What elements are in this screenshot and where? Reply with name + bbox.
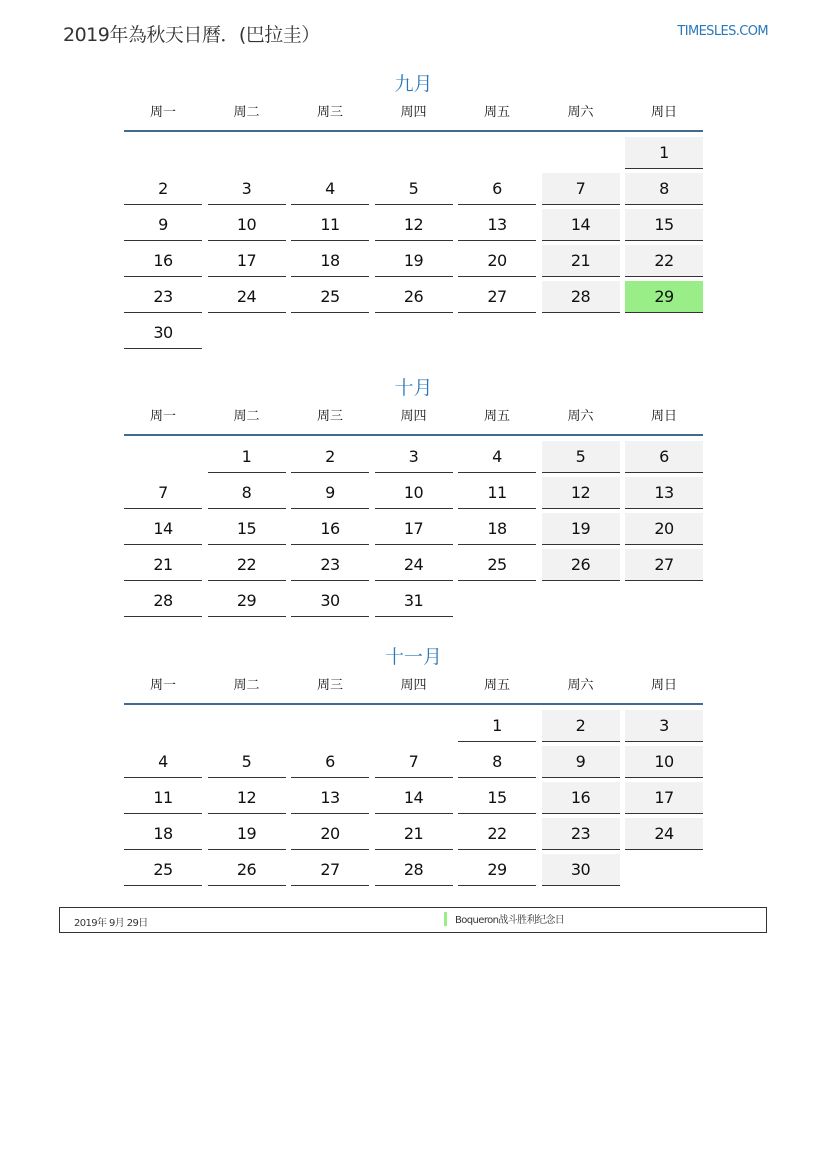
day-cell: 22 [208, 549, 286, 581]
day-cell: 7 [542, 173, 620, 205]
day-cell: 19 [208, 818, 286, 850]
week-row [124, 513, 703, 549]
day-cell: 12 [375, 209, 453, 241]
day-cell: 6 [291, 746, 369, 778]
week-row [124, 549, 703, 585]
day-cell: 21 [124, 549, 202, 581]
day-cell: 7 [124, 477, 202, 509]
day-cell: 10 [208, 209, 286, 241]
day-cell: 8 [625, 173, 703, 205]
day-cell: 11 [291, 209, 369, 241]
weekday-label: 周日 [650, 678, 677, 693]
month-title: 十月 [394, 377, 433, 399]
day-cell: 26 [375, 281, 453, 313]
day-cell: 20 [625, 513, 703, 545]
week-row [124, 710, 703, 746]
day-cell: 1 [625, 137, 703, 169]
day-cell: 2 [291, 441, 369, 473]
day-cell: 9 [124, 209, 202, 241]
day-cell: 6 [625, 441, 703, 473]
week-row [124, 782, 703, 818]
day-cell: 8 [458, 746, 536, 778]
month-title: 九月 [394, 73, 433, 95]
day-cell: 12 [208, 782, 286, 814]
weekday-label: 周二 [233, 678, 260, 693]
day-cell: 17 [208, 245, 286, 277]
empty-day-cell [625, 854, 703, 885]
week-row [124, 746, 703, 782]
empty-day-cell [458, 137, 536, 168]
day-cell: 14 [124, 513, 202, 545]
day-cell: 14 [375, 782, 453, 814]
weekday-label: 周五 [483, 105, 510, 120]
day-cell: 18 [124, 818, 202, 850]
day-cell: 21 [375, 818, 453, 850]
weekday-header [124, 676, 703, 705]
day-cell: 13 [458, 209, 536, 241]
day-cell: 19 [375, 245, 453, 277]
day-cell: 11 [458, 477, 536, 509]
day-cell: 25 [458, 549, 536, 581]
empty-day-cell [124, 137, 202, 168]
empty-day-cell [208, 710, 286, 741]
day-grid [124, 137, 703, 353]
holiday-legend [59, 907, 767, 933]
day-cell: 10 [375, 477, 453, 509]
weekday-label: 周六 [567, 678, 594, 693]
day-cell: 26 [208, 854, 286, 886]
day-cell: 17 [375, 513, 453, 545]
day-cell: 12 [542, 477, 620, 509]
day-cell: 23 [124, 281, 202, 313]
weekday-label: 周二 [233, 409, 260, 424]
day-cell: 25 [124, 854, 202, 886]
day-cell: 3 [625, 710, 703, 742]
empty-day-cell [542, 585, 620, 616]
day-cell: 24 [375, 549, 453, 581]
day-cell: 6 [458, 173, 536, 205]
empty-day-cell [375, 710, 453, 741]
week-row [124, 854, 703, 890]
day-cell: 16 [124, 245, 202, 277]
month-november [124, 642, 703, 890]
empty-day-cell [625, 317, 703, 348]
day-cell: 5 [208, 746, 286, 778]
empty-day-cell [208, 317, 286, 348]
day-cell: 2 [542, 710, 620, 742]
day-cell: 2 [124, 173, 202, 205]
day-cell: 16 [291, 513, 369, 545]
day-cell: 13 [291, 782, 369, 814]
day-cell: 30 [291, 585, 369, 617]
week-row [124, 245, 703, 281]
weekday-label: 周三 [316, 105, 343, 120]
empty-day-cell [291, 137, 369, 168]
empty-day-cell [375, 317, 453, 348]
day-cell: 1 [458, 710, 536, 742]
weekday-label: 周日 [650, 409, 677, 424]
day-cell: 30 [542, 854, 620, 886]
weekday-label: 周六 [567, 409, 594, 424]
empty-day-cell [291, 317, 369, 348]
day-cell: 9 [542, 746, 620, 778]
day-cell: 29 [208, 585, 286, 617]
day-cell: 30 [124, 317, 202, 349]
week-row [124, 585, 703, 621]
day-cell: 18 [458, 513, 536, 545]
empty-day-cell [208, 137, 286, 168]
weekday-label: 周日 [650, 105, 677, 120]
week-row [124, 137, 703, 173]
day-cell: 15 [458, 782, 536, 814]
month-september [124, 69, 703, 353]
weekday-label: 周四 [400, 678, 427, 693]
month-title: 十一月 [384, 646, 442, 668]
day-cell: 4 [124, 746, 202, 778]
day-cell: 20 [458, 245, 536, 277]
weekday-label: 周一 [149, 409, 176, 424]
day-cell: 27 [291, 854, 369, 886]
week-row [124, 281, 703, 317]
day-cell: 29 [625, 281, 703, 313]
day-cell: 3 [208, 173, 286, 205]
day-cell: 24 [625, 818, 703, 850]
empty-day-cell [542, 137, 620, 168]
day-cell: 4 [458, 441, 536, 473]
day-cell: 24 [208, 281, 286, 313]
week-row [124, 477, 703, 513]
day-cell: 18 [291, 245, 369, 277]
day-cell: 28 [542, 281, 620, 313]
month-october [124, 373, 703, 621]
day-cell: 20 [291, 818, 369, 850]
empty-day-cell [625, 585, 703, 616]
day-cell: 27 [458, 281, 536, 313]
legend-event-text: Boqueron战斗胜利纪念日 [455, 915, 565, 926]
weekday-label: 周五 [483, 409, 510, 424]
weekday-label: 周三 [316, 678, 343, 693]
weekday-label: 周四 [400, 409, 427, 424]
day-cell: 8 [208, 477, 286, 509]
empty-day-cell [542, 317, 620, 348]
day-cell: 13 [625, 477, 703, 509]
day-cell: 5 [375, 173, 453, 205]
legend-event [444, 911, 564, 926]
day-cell: 14 [542, 209, 620, 241]
site-link[interactable]: TIMESLES.COM [677, 24, 768, 39]
week-row [124, 209, 703, 245]
day-cell: 15 [208, 513, 286, 545]
weekday-label: 周四 [400, 105, 427, 120]
day-cell: 17 [625, 782, 703, 814]
day-cell: 29 [458, 854, 536, 886]
empty-day-cell [375, 137, 453, 168]
weekday-header [124, 407, 703, 436]
day-cell: 11 [124, 782, 202, 814]
day-cell: 22 [458, 818, 536, 850]
day-cell: 25 [291, 281, 369, 313]
day-cell: 1 [208, 441, 286, 473]
empty-day-cell [291, 710, 369, 741]
week-row [124, 818, 703, 854]
day-cell: 28 [124, 585, 202, 617]
day-cell: 19 [542, 513, 620, 545]
weekday-label: 周六 [567, 105, 594, 120]
day-cell: 3 [375, 441, 453, 473]
empty-day-cell [458, 317, 536, 348]
day-cell: 15 [625, 209, 703, 241]
page-title: 2019年為秋天日曆．(巴拉圭） [63, 24, 320, 46]
legend-date: 2019年 9月 29日 [74, 918, 148, 929]
weekday-label: 周一 [149, 678, 176, 693]
weekday-header [124, 103, 703, 132]
day-cell: 5 [542, 441, 620, 473]
day-cell: 23 [542, 818, 620, 850]
day-cell: 21 [542, 245, 620, 277]
weekday-label: 周二 [233, 105, 260, 120]
day-cell: 26 [542, 549, 620, 581]
day-cell: 27 [625, 549, 703, 581]
day-grid [124, 710, 703, 890]
day-cell: 10 [625, 746, 703, 778]
week-row [124, 173, 703, 209]
day-cell: 22 [625, 245, 703, 277]
day-cell: 31 [375, 585, 453, 617]
weekday-label: 周五 [483, 678, 510, 693]
empty-day-cell [458, 585, 536, 616]
week-row [124, 317, 703, 353]
weekday-label: 周一 [149, 105, 176, 120]
day-cell: 28 [375, 854, 453, 886]
day-grid [124, 441, 703, 621]
day-cell: 23 [291, 549, 369, 581]
day-cell: 4 [291, 173, 369, 205]
weekday-label: 周三 [316, 409, 343, 424]
day-cell: 7 [375, 746, 453, 778]
day-cell: 16 [542, 782, 620, 814]
empty-day-cell [124, 441, 202, 472]
holiday-swatch [444, 912, 447, 926]
week-row [124, 441, 703, 477]
empty-day-cell [124, 710, 202, 741]
day-cell: 9 [291, 477, 369, 509]
